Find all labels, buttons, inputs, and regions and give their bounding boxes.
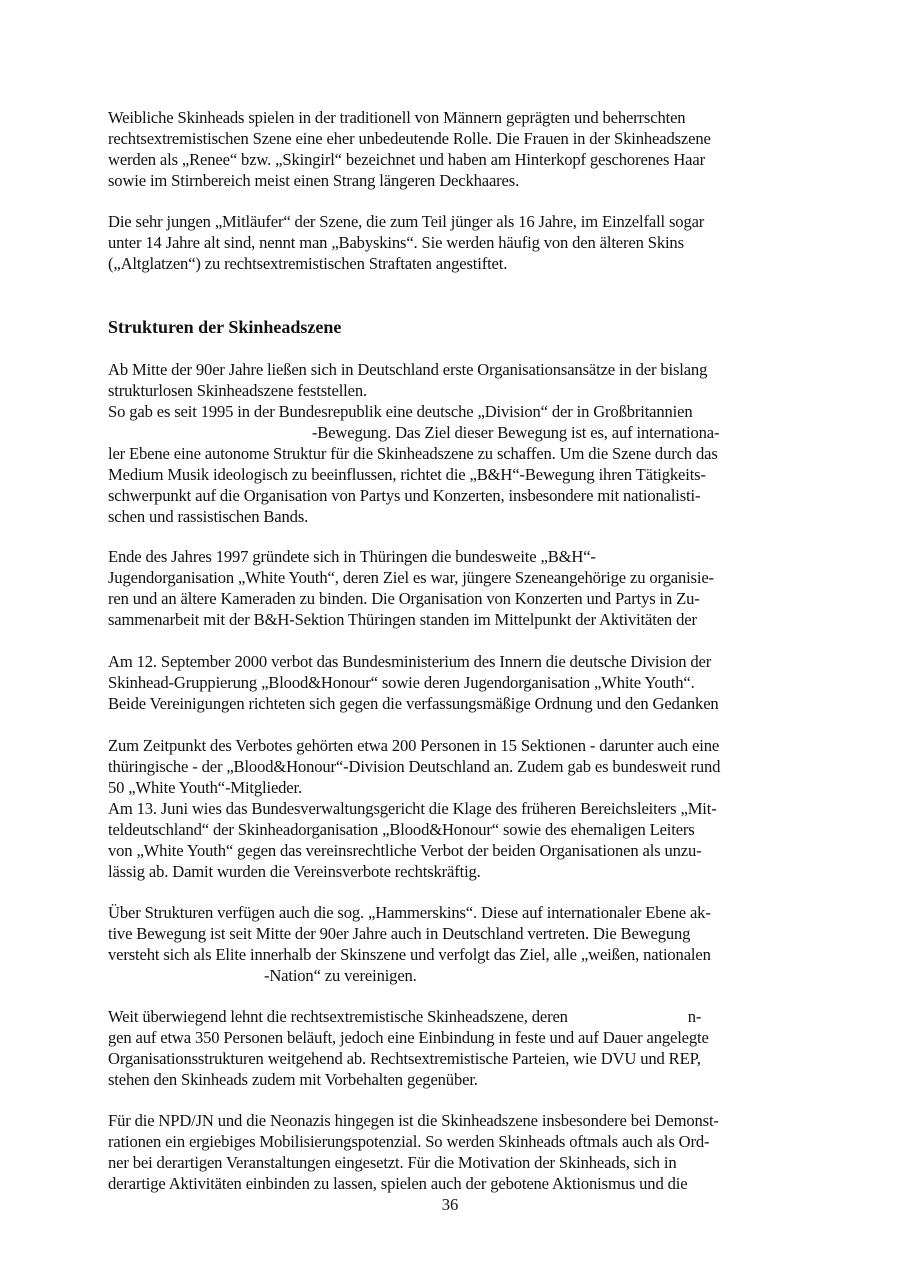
text-line: versteht sich als Elite innerhalb der Skinszene und verfolgt das Ziel, alle „weißen, nationalen bbox=[108, 945, 711, 964]
text-line: thüringische - der „Blood&Honour“-Division Deutschland an. Zudem gab es bundesweit rund bbox=[108, 757, 721, 776]
text-line: schwerpunkt auf die Organisation von Partys und Konzerten, insbesondere mit nationalisti- bbox=[108, 486, 701, 505]
text-line: sammenarbeit mit der B&H-Sektion Thüringen standen im Mittelpunkt der Aktivitäten der bbox=[108, 610, 697, 629]
text-line: Über Strukturen verfügen auch die sog. „Hammerskins“. Diese auf internationaler Ebene ak- bbox=[108, 903, 711, 922]
page-number: 36 bbox=[441, 1195, 459, 1214]
text-line: Am 13. Juni wies das Bundesverwaltungsgericht die Klage des früheren Bereichsleiters „Mit- bbox=[108, 799, 717, 818]
text-line: ren und an ältere Kameraden zu binden. Die Organisation von Konzerten und Partys in Zu- bbox=[108, 589, 700, 608]
text-line: Am 12. September 2000 verbot das Bundesministerium des Innern die deutsche Division der bbox=[108, 652, 712, 671]
text-line: ler Ebene eine autonome Struktur für die Skinheadszene zu schaffen. Um die Szene durch das bbox=[108, 444, 718, 463]
text-line: ner bei derartigen Veranstaltungen eingesetzt. Für die Motivation der Skinheads, sich in bbox=[108, 1153, 677, 1172]
text-line: lässig ab. Damit wurden die Vereinsverbote rechtskräftig. bbox=[108, 862, 481, 881]
text-line: Medium Musik ideologisch zu beeinflussen, richtet die „B&H“-Bewegung ihren Tätigkeits- bbox=[108, 465, 706, 484]
text-line: („Altglatzen“) zu rechtsextremistischen Straftaten angestiftet. bbox=[108, 254, 508, 273]
text-line: Die sehr jungen „Mitläufer“ der Szene, die zum Teil jünger als 16 Jahre, im Einzelfall sogar bbox=[108, 212, 705, 231]
text-line: gen auf etwa 350 Personen beläuft, jedoch eine Einbindung in feste und auf Dauer angelegte bbox=[108, 1028, 709, 1047]
text-line: -Nation“ zu vereinigen. bbox=[108, 966, 417, 985]
text-line: Weibliche Skinheads spielen in der traditionell von Männern geprägten und beherrschten bbox=[108, 108, 686, 127]
text-line: unter 14 Jahre alt sind, nennt man „Babyskins“. Sie werden häufig von den älteren Skins bbox=[108, 233, 684, 252]
text-line: sowie im Stirnbereich meist einen Strang längeren Deckhaares. bbox=[108, 171, 520, 190]
section-heading: Strukturen der Skinheadszene bbox=[108, 317, 342, 337]
text-line: Für die NPD/JN und die Neonazis hingegen ist die Skinheadszene insbesondere bei Demonst- bbox=[108, 1111, 719, 1130]
text-line: 50 „White Youth“-Mitglieder. bbox=[108, 778, 302, 797]
text-line: -Bewegung. Das Ziel dieser Bewegung ist es, auf internationa- bbox=[108, 423, 720, 442]
text-line: schen und rassistischen Bands. bbox=[108, 507, 309, 526]
text-line: Weit überwiegend lehnt die rechtsextremistische Skinheadszene, deren n- bbox=[108, 1007, 702, 1026]
text-line: Skinhead-Gruppierung „Blood&Honour“ sowie deren Jugendorganisation „White Youth“. bbox=[108, 673, 695, 692]
text-line: stehen den Skinheads zudem mit Vorbehalten gegenüber. bbox=[108, 1070, 478, 1089]
text-line: Zum Zeitpunkt des Verbotes gehörten etwa 200 Personen in 15 Sektionen - darunter auch eine bbox=[108, 736, 720, 755]
text-line: rationen ein ergiebiges Mobilisierungspotenzial. So werden Skinheads oftmals auch als Ord- bbox=[108, 1132, 710, 1151]
text-line: Ab Mitte der 90er Jahre ließen sich in Deutschland erste Organisationsansätze in der bislang bbox=[108, 360, 708, 379]
text-line: Ende des Jahres 1997 gründete sich in Thüringen die bundesweite „B&H“- bbox=[108, 547, 596, 566]
text-line: derartige Aktivitäten einbinden zu lassen, spielen auch der gebotene Aktionismus und die bbox=[108, 1174, 688, 1193]
text-line: strukturlosen Skinheadszene feststellen. bbox=[108, 381, 367, 400]
text-line: rechtsextremistischen Szene eine eher unbedeutende Rolle. Die Frauen in der Skinheadszene bbox=[108, 129, 711, 148]
text-line: teldeutschland“ der Skinheadorganisation „Blood&Honour“ sowie des ehemaligen Leiters bbox=[108, 820, 695, 839]
text-line: Organisationsstrukturen weitgehend ab. Rechtsextremistische Parteien, wie DVU und REP, bbox=[108, 1049, 701, 1068]
text-line: Beide Vereinigungen richteten sich gegen die verfassungsmäßige Ordnung und den Gedanken bbox=[108, 694, 719, 713]
text-line: tive Bewegung ist seit Mitte der 90er Jahre auch in Deutschland vertreten. Die Bewegung bbox=[108, 924, 691, 943]
text-line: werden als „Renee“ bzw. „Skingirl“ bezeichnet und haben am Hinterkopf geschorenes Haar bbox=[108, 150, 705, 169]
text-line: Jugendorganisation „White Youth“, deren Ziel es war, jüngere Szeneangehörige zu organisie- bbox=[108, 568, 714, 587]
text-line: von „White Youth“ gegen das vereinsrechtliche Verbot der beiden Organisationen als unzu- bbox=[108, 841, 702, 860]
text-line: So gab es seit 1995 in der Bundesrepublik eine deutsche „Division“ der in Großbritannien bbox=[108, 402, 693, 421]
